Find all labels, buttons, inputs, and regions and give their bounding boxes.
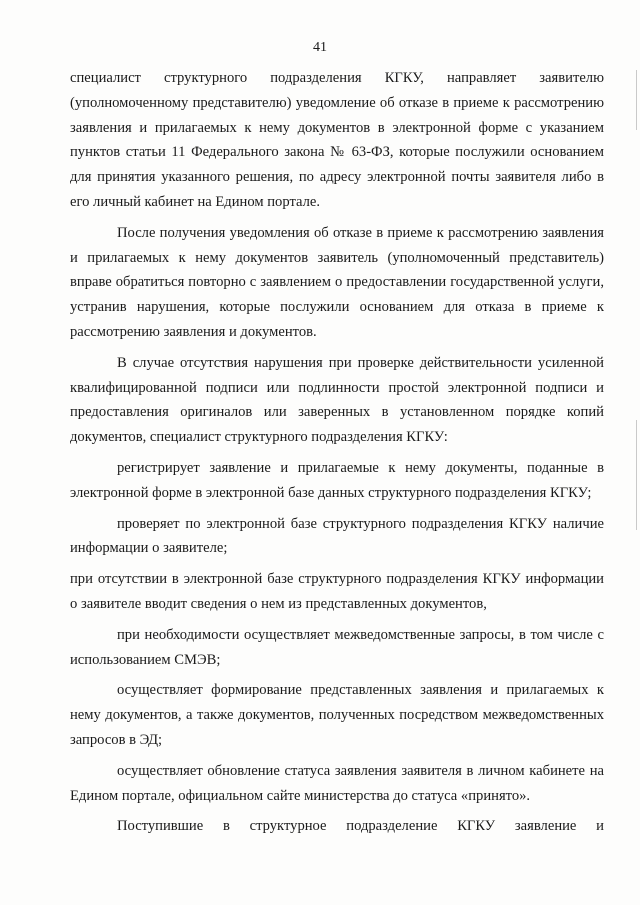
page-number: 41: [313, 40, 327, 55]
paragraph-checks-database: проверяет по электронной базе структурного подразделения КГКУ наличие информации о заявителе;: [70, 515, 604, 557]
paragraph-enters-info: при отсутствии в электронной базе структурного подразделения КГКУ информации о заявителе вводит сведения о нем из представленных документов,: [70, 571, 604, 612]
paragraph-reapply: После получения уведомления об отказе в приеме к рассмотрению заявления и прилагаемых к нему документов заявитель (уполномоченный представитель) вправе обратиться повторно с заявлением о предоставлении государственной услуги, устранив нарушения, которые послужили основанием для отказа в приеме к рассмотрению заявления и документов.: [70, 224, 604, 340]
scan-edge-mark: [636, 420, 637, 530]
paragraph-updates-status: осуществляет обновление статуса заявления заявителя в личном кабинете на Едином портале, официальном сайте министерства до статуса «принято».: [70, 762, 604, 804]
paragraph-interagency-requests: при необходимости осуществляет межведомственные запросы, в том числе с использованием СМЭВ;: [70, 626, 604, 668]
paragraph-received-application: Поступившие в структурное подразделение КГКУ заявление и: [117, 818, 604, 835]
scan-edge-mark: [636, 70, 637, 130]
paragraph-forms-documents: осуществляет формирование представленных заявления и прилагаемых к нему документов, а также документов, полученных посредством межведомственных запросов в ЭД;: [70, 682, 604, 748]
paragraph-refusal-notice: специалист структурного подразделения КГКУ, направляет заявителю (уполномоченному представителю) уведомление об отказе в приеме к рассмотрению заявления и прилагаемых к нему документов в электронной форме с указанием пунктов статьи 11 Федерального закона № 63-ФЗ, которые послужили основанием для принятия указанного решения, по адресу электронной почты заявителя либо в его личный кабинет на Едином портале.: [70, 70, 604, 210]
paragraph-no-violations: В случае отсутствия нарушения при проверке действительности усиленной квалифицированной подписи или подлинности простой электронной подписи и предоставления оригиналов или заверенных в установленном порядке копий документов, специалист структурного подразделения КГКУ:: [70, 354, 604, 446]
paragraph-registers: регистрирует заявление и прилагаемые к нему документы, поданные в электронной форме в электронной базе данных структурного подразделения КГКУ;: [70, 459, 604, 501]
document-body: [70, 66, 604, 839]
